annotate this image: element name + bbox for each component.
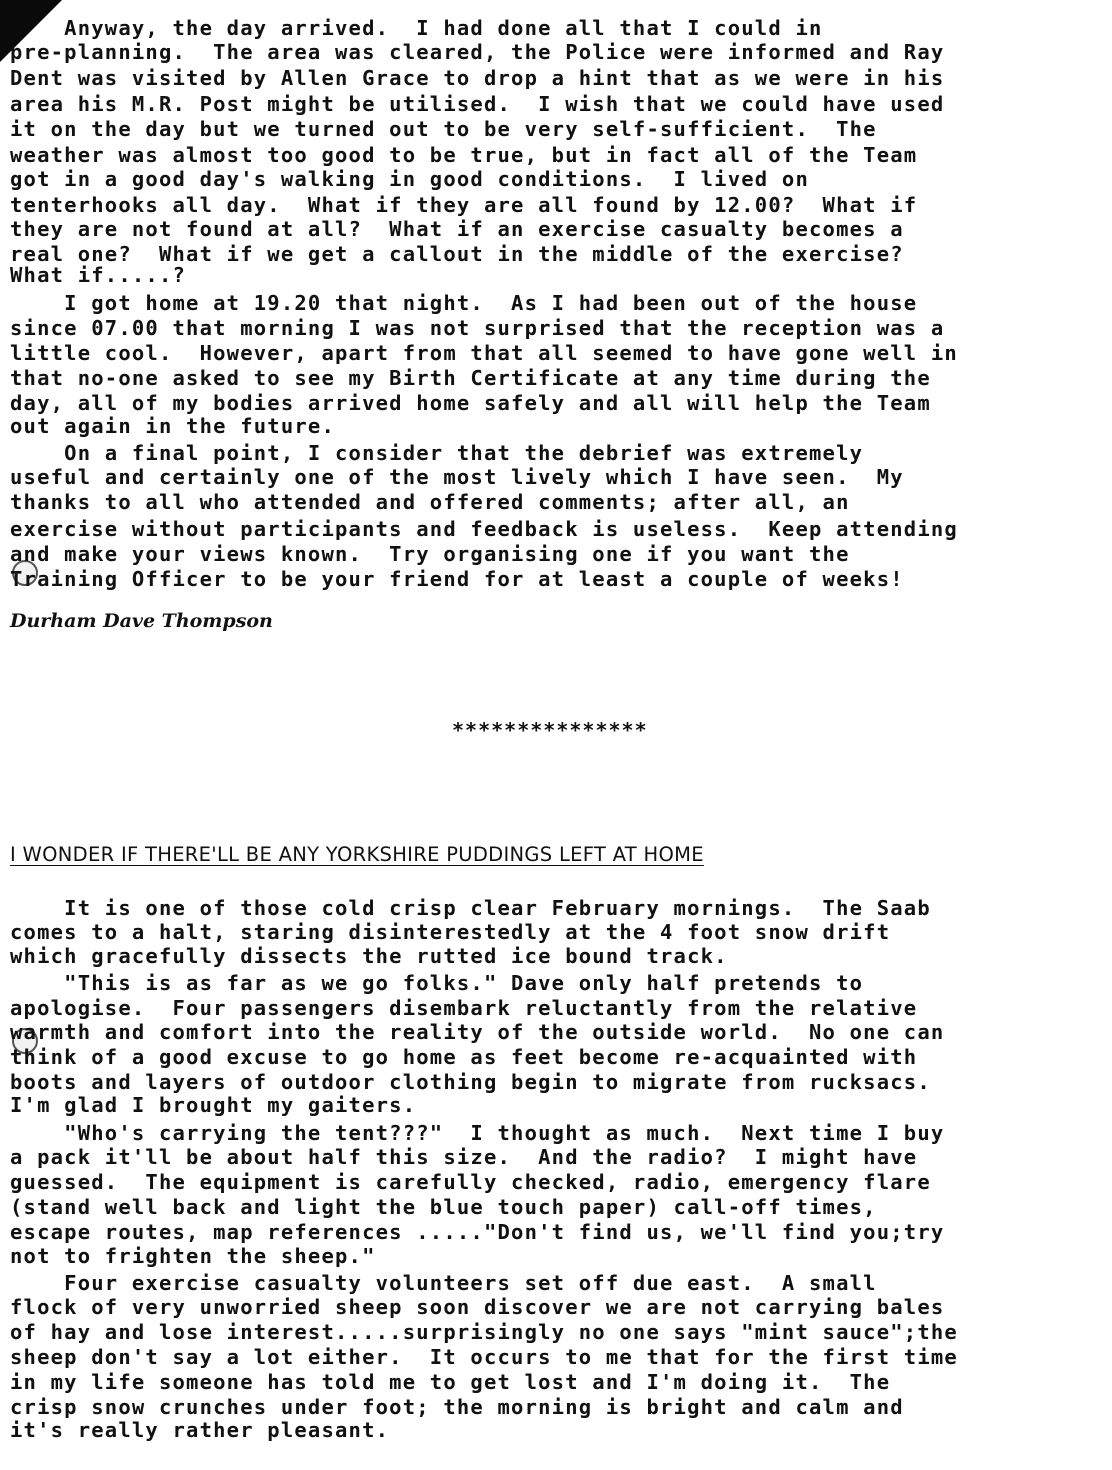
text-line: not to frighten the sheep." (10, 1244, 376, 1268)
text-line: that no-one asked to see my Birth Certificate at any time during the (10, 366, 931, 390)
text-line: warmth and comfort into the reality of the outside world. No one can (10, 1020, 945, 1044)
text-line: Training Officer to be your friend for at least a couple of weeks! (10, 567, 904, 591)
text-line: flock of very unworried sheep soon discover we are not carrying bales (10, 1295, 945, 1319)
text-line: "Who's carrying the tent???" I thought as much. Next time I buy (10, 1121, 945, 1145)
text-line: crisp snow crunches under foot; the morning is bright and calm and (10, 1395, 904, 1419)
text-line: guessed. The equipment is carefully checked, radio, emergency flare (10, 1170, 931, 1194)
text-line: On a final point, I consider that the debrief was extremely (10, 441, 864, 465)
text-line: which gracefully dissects the rutted ice bound track. (10, 944, 728, 968)
text-line: sheep don't say a lot either. It occurs to me that for the first time (10, 1345, 958, 1369)
text-line: thanks to all who attended and offered comments; after all, an (10, 490, 850, 514)
text-line: it's really rather pleasant. (10, 1418, 390, 1442)
text-line: It is one of those cold crisp clear February mornings. The Saab (10, 896, 931, 920)
text-line: comes to a halt, staring disinterestedly at the 4 foot snow drift (10, 920, 891, 944)
text-line: they are not found at all? What if an exercise casualty becomes a (10, 217, 904, 241)
text-line: Dent was visited by Allen Grace to drop a hint that as we were in his (10, 66, 945, 90)
text-line: exercise without participants and feedback is useless. Keep attending (10, 517, 958, 541)
text-line: think of a good excuse to go home as feet become re-acquainted with (10, 1045, 918, 1069)
text-line: Four exercise casualty volunteers set off due east. A small (10, 1271, 877, 1295)
text-line: out again in the future. (10, 414, 336, 438)
text-line: I'm glad I brought my gaiters. (10, 1093, 417, 1117)
text-line: little cool. However, apart from that all seemed to have gone well in (10, 341, 958, 365)
text-line: of hay and lose interest.....surprisingly no one says "mint sauce";the (10, 1320, 958, 1344)
asterisk-separator: *************** (452, 718, 648, 742)
text-line: since 07.00 that morning I was not surprised that the reception was a (10, 316, 945, 340)
text-line: "This is as far as we go folks." Dave only half pretends to (10, 971, 864, 995)
text-line: area his M.R. Post might be utilised. I wish that we could have used (10, 92, 945, 116)
text-line: a pack it'll be about half this size. And the radio? I might have (10, 1145, 918, 1169)
text-line: What if.....? (10, 263, 187, 287)
author-signature: Durham Dave Thompson (10, 610, 273, 632)
text-line: boots and layers of outdoor clothing begin to migrate from rucksacs. (10, 1070, 931, 1094)
text-line: (stand well back and light the blue touch paper) call-off times, (10, 1195, 877, 1219)
text-line: tenterhooks all day. What if they are all found by 12.00? What if (10, 193, 918, 217)
article-heading: I WONDER IF THERE'LL BE ANY YORKSHIRE PUDDINGS LEFT AT HOME (10, 843, 704, 866)
text-line: and make your views known. Try organising one if you want the (10, 542, 850, 566)
text-line: I got home at 19.20 that night. As I had been out of the house (10, 291, 918, 315)
text-line: apologise. Four passengers disembark reluctantly from the relative (10, 996, 918, 1020)
text-line: weather was almost too good to be true, but in fact all of the Team (10, 143, 918, 167)
text-line: Anyway, the day arrived. I had done all that I could in (10, 16, 823, 40)
text-line: pre-planning. The area was cleared, the Police were informed and Ray (10, 40, 945, 64)
text-line: it on the day but we turned out to be very self-sufficient. The (10, 117, 877, 141)
text-line: in my life someone has told me to get lost and I'm doing it. The (10, 1370, 891, 1394)
text-line: got in a good day's walking in good conditions. I lived on (10, 167, 809, 191)
text-line: escape routes, map references ....."Don't find us, we'll find you;try (10, 1220, 945, 1244)
text-line: day, all of my bodies arrived home safely and all will help the Team (10, 391, 931, 415)
text-line: real one? What if we get a callout in the middle of the exercise? (10, 242, 904, 266)
text-line: useful and certainly one of the most lively which I have seen. My (10, 465, 904, 489)
